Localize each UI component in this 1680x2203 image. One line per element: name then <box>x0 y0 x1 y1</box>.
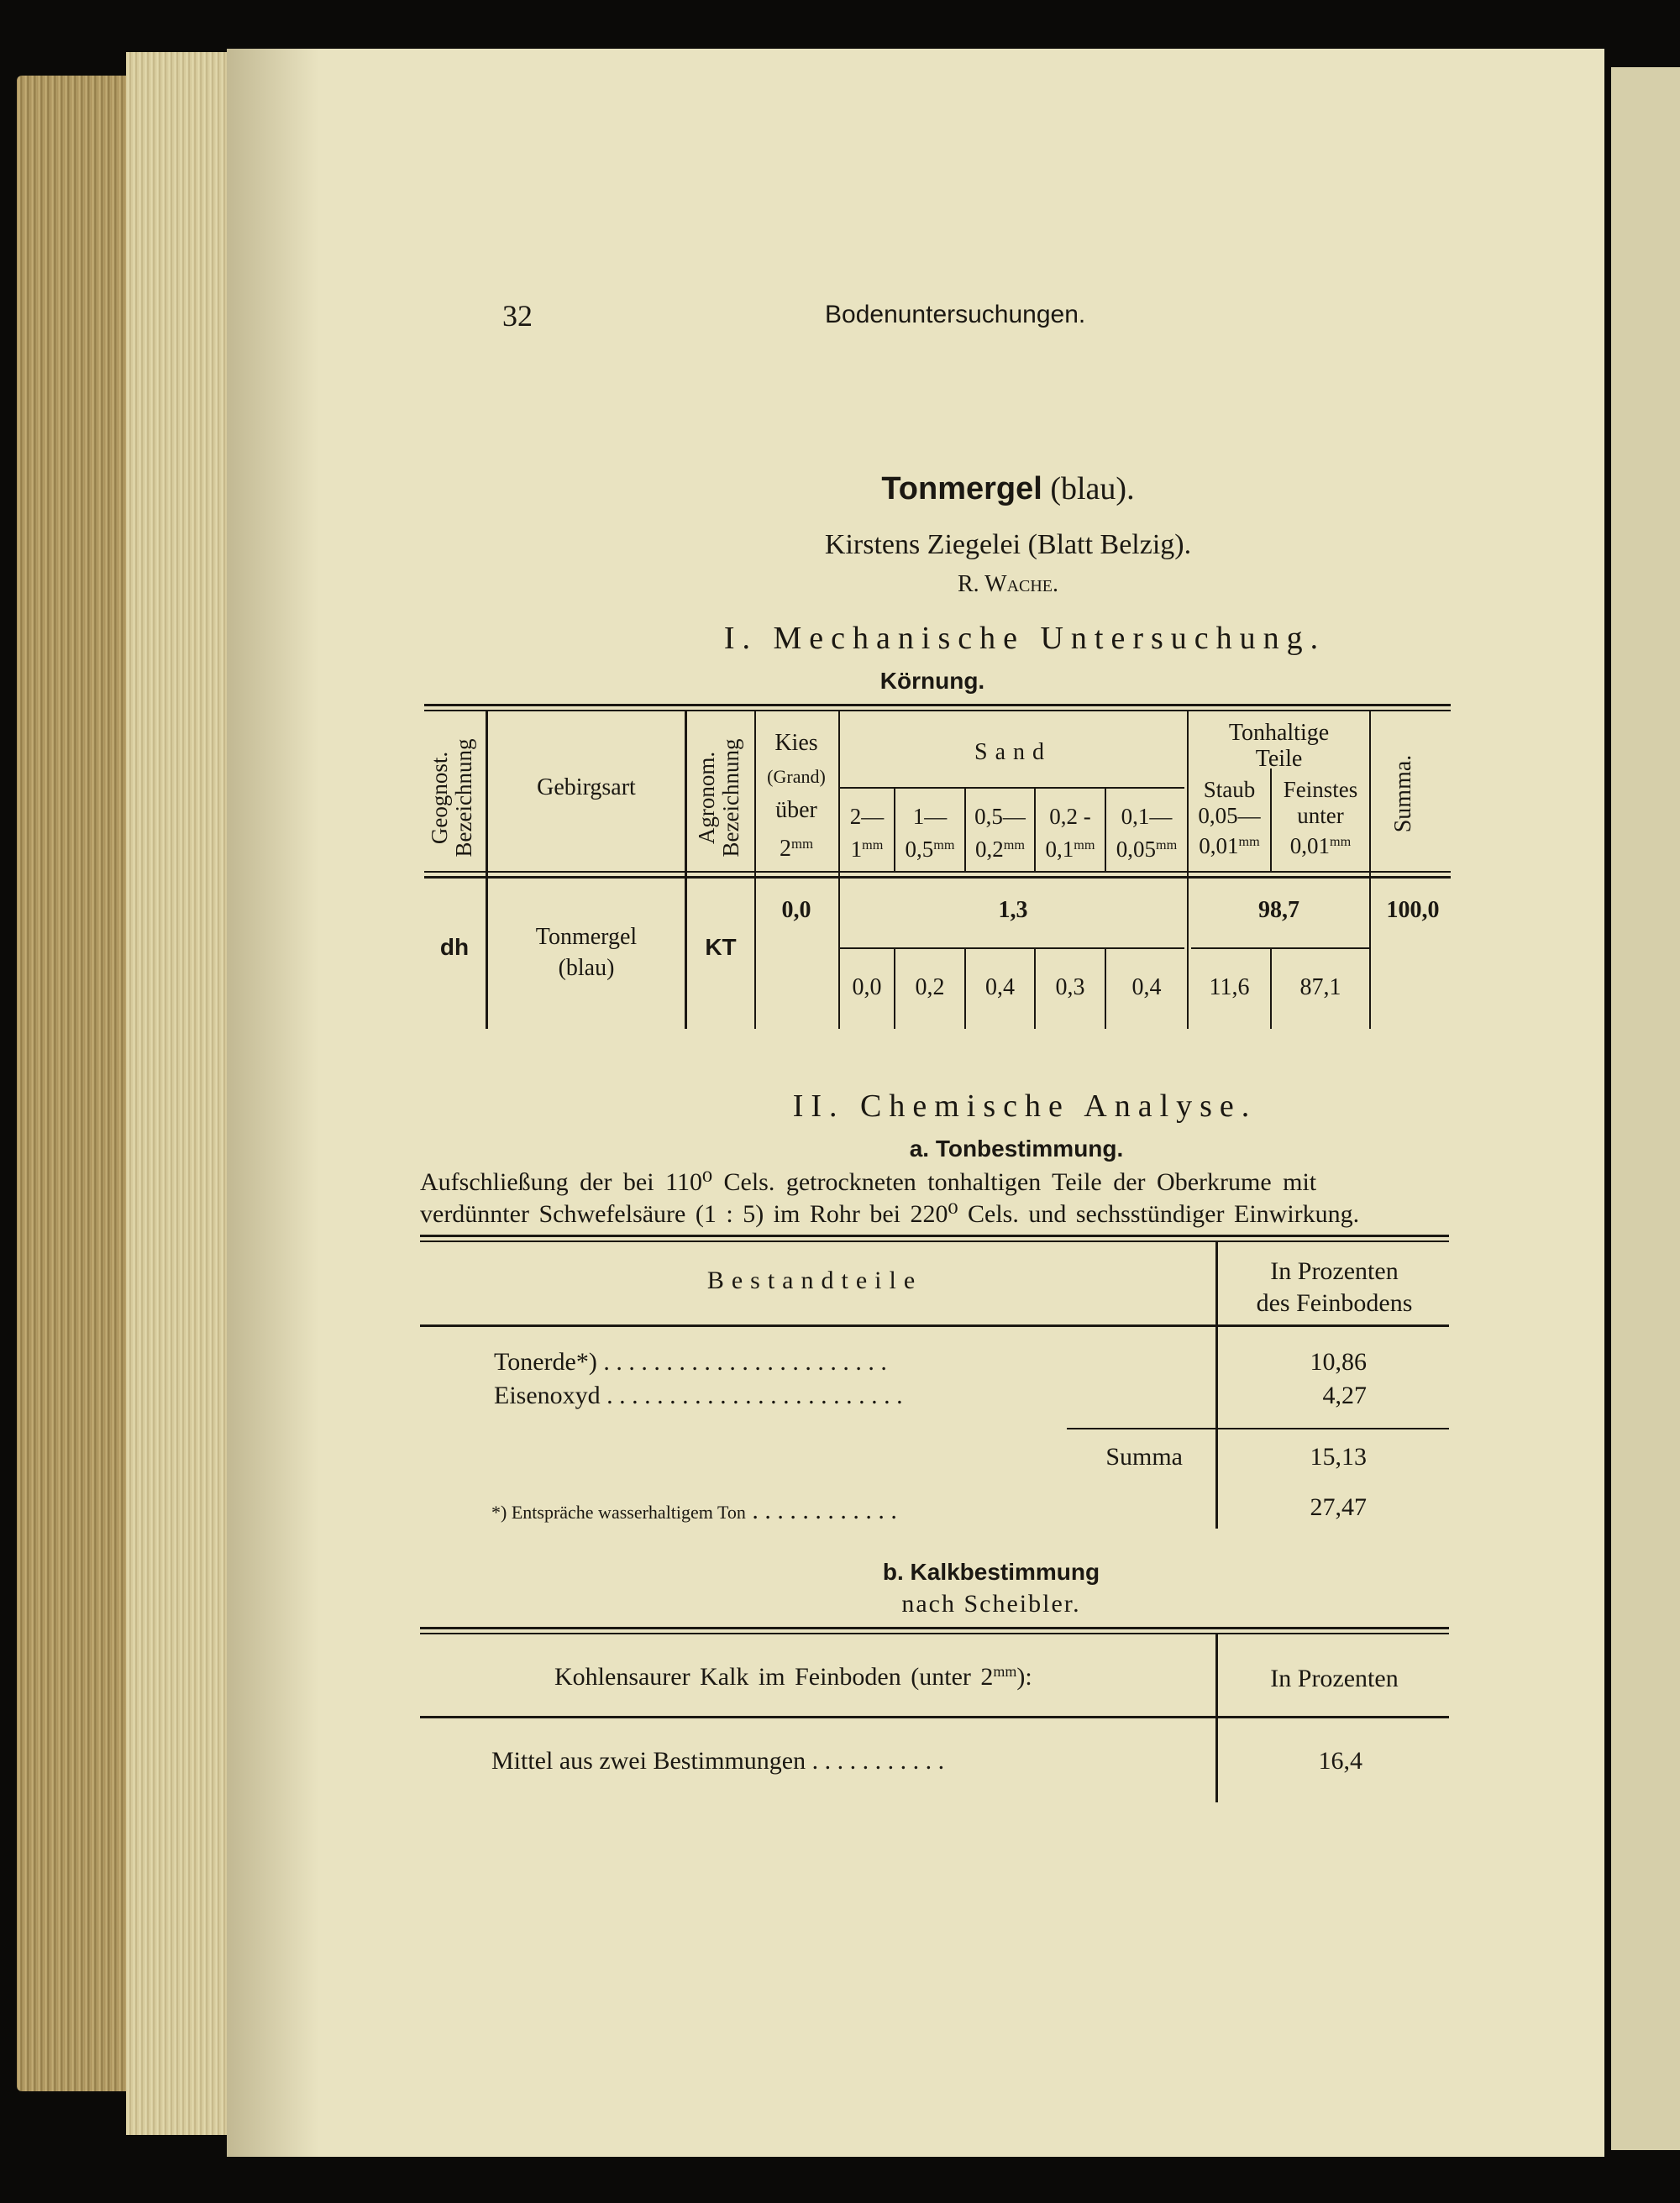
row-ton-total: 98,7 <box>1258 897 1299 923</box>
col-staub: Staub 0,05— $0,01^{mm}$ <box>1198 777 1261 858</box>
paragraph-line-2: verdünnter Schwefelsäure (1 : 5) im Rohr bei 220⁰ Cels. und sechsstündiger Einwirkung. <box>420 1200 1360 1228</box>
b-row-value: 16,4 <box>1318 1747 1362 1775</box>
summa-value: 15,13 <box>1310 1443 1367 1471</box>
row-sand-1: 0,0 <box>852 974 882 1000</box>
row-sand-3: 0,4 <box>985 974 1015 1000</box>
col-sand-sub-3: 0,5— $0,2^{mm}$ <box>974 804 1026 862</box>
row-staub: 11,6 <box>1209 974 1250 1000</box>
row-sand-4: 0,3 <box>1055 974 1085 1000</box>
section2-heading: II. Chemische Analyse. <box>792 1088 1257 1124</box>
paragraph-line-1: Aufschließung der bei 110⁰ Cels. getrockneten tonhaltigen Teile der Oberkrume mit <box>420 1168 1317 1196</box>
col-sand: Sand <box>974 739 1052 765</box>
title-main: Tonmergel <box>881 471 1042 506</box>
footnote-value: 27,47 <box>1310 1493 1367 1521</box>
row-kies: 0,0 <box>781 897 811 923</box>
location-line: Kirstens Ziegelei (Blatt Belzig). <box>824 529 1192 560</box>
analyst-line: R. Wache. <box>957 571 1059 597</box>
row-eisenoxyd-value: 4,27 <box>1322 1382 1367 1409</box>
col-sand-sub-5: 0,1— $0,05^{mm}$ <box>1116 804 1178 862</box>
page-number: 32 <box>502 299 533 333</box>
title-suffix: (blau). <box>1050 471 1135 506</box>
col-kies-1: Kies <box>774 730 818 756</box>
col-feinstes: Feinstes unter $0,01^{mm}$ <box>1283 777 1358 858</box>
a-heading: a. Tonbestimmung. <box>909 1136 1124 1162</box>
b-subheading: nach Scheibler. <box>901 1590 1081 1618</box>
b-col-left: Kohlensaurer Kalk im Feinboden (unter $2^{mm}$): <box>554 1663 1032 1691</box>
b-row: Mittel aus zwei Bestimmungen . . . . . . . . . . . <box>491 1747 945 1775</box>
section1-subheading: Körnung. <box>879 668 985 694</box>
page-gutter-shade <box>227 49 319 2157</box>
summa-label: Summa <box>1105 1443 1183 1471</box>
col-sand-sub-2: 1— $0,5^{mm}$ <box>905 804 955 862</box>
b-heading: b. Kalkbestimmung <box>882 1559 1100 1585</box>
row-sand-2: 0,2 <box>915 974 945 1000</box>
running-title: Bodenuntersuchungen. <box>825 301 1086 328</box>
col-bestandteile: Bestandteile <box>706 1267 923 1294</box>
col-tonhaltige: Tonhaltige Teile <box>1228 720 1330 772</box>
col-geognost: Geognost. Bezeichnung <box>427 738 476 858</box>
footnote-row: *) Entspräche wasserhaltigem Ton . . . . . . . . . . . . <box>491 1497 897 1524</box>
facing-page-edge <box>1611 67 1680 2150</box>
row-gebirgsart: Tonmergel (blau) <box>535 924 638 981</box>
col-kies <box>756 726 837 866</box>
col-agronom: Agronom. Bezeichnung <box>694 738 743 858</box>
row-eisenoxyd: Eisenoxyd . . . . . . . . . . . . . . . . . . . . . . . . <box>494 1382 903 1409</box>
col-summa: Summa. <box>1390 754 1416 833</box>
row-sand-total: 1,3 <box>998 897 1028 923</box>
col-sand-sub-1: 2— $1^{mm}$ <box>849 804 885 862</box>
col-prozenten: In Prozenten des Feinbodens <box>1256 1257 1413 1317</box>
b-col-right: In Prozenten <box>1270 1665 1399 1692</box>
col-kies-2: (Grand) <box>767 766 826 787</box>
col-kies-3: über <box>775 797 817 823</box>
row-sand-5: 0,4 <box>1131 974 1162 1000</box>
col-gebirgsart: Gebirgsart <box>537 774 636 800</box>
row-feinstes: 87,1 <box>1299 974 1341 1000</box>
page-title <box>588 470 1428 507</box>
row-tonerde-value: 10,86 <box>1310 1348 1367 1376</box>
row-geognost: dh <box>439 934 470 960</box>
row-summa: 100,0 <box>1386 897 1440 923</box>
col-kies-4: $2^{mm}$ <box>779 836 814 863</box>
row-tonerde: Tonerde*) . . . . . . . . . . . . . . . . . . . . . . . <box>494 1348 887 1376</box>
page-stack <box>126 52 244 2135</box>
col-sand-sub-4: 0,2 - $0,1^{mm}$ <box>1045 804 1095 862</box>
row-agronom: KT <box>705 934 737 960</box>
section1-heading: I. Mechanische Untersuchung. <box>723 621 1326 656</box>
